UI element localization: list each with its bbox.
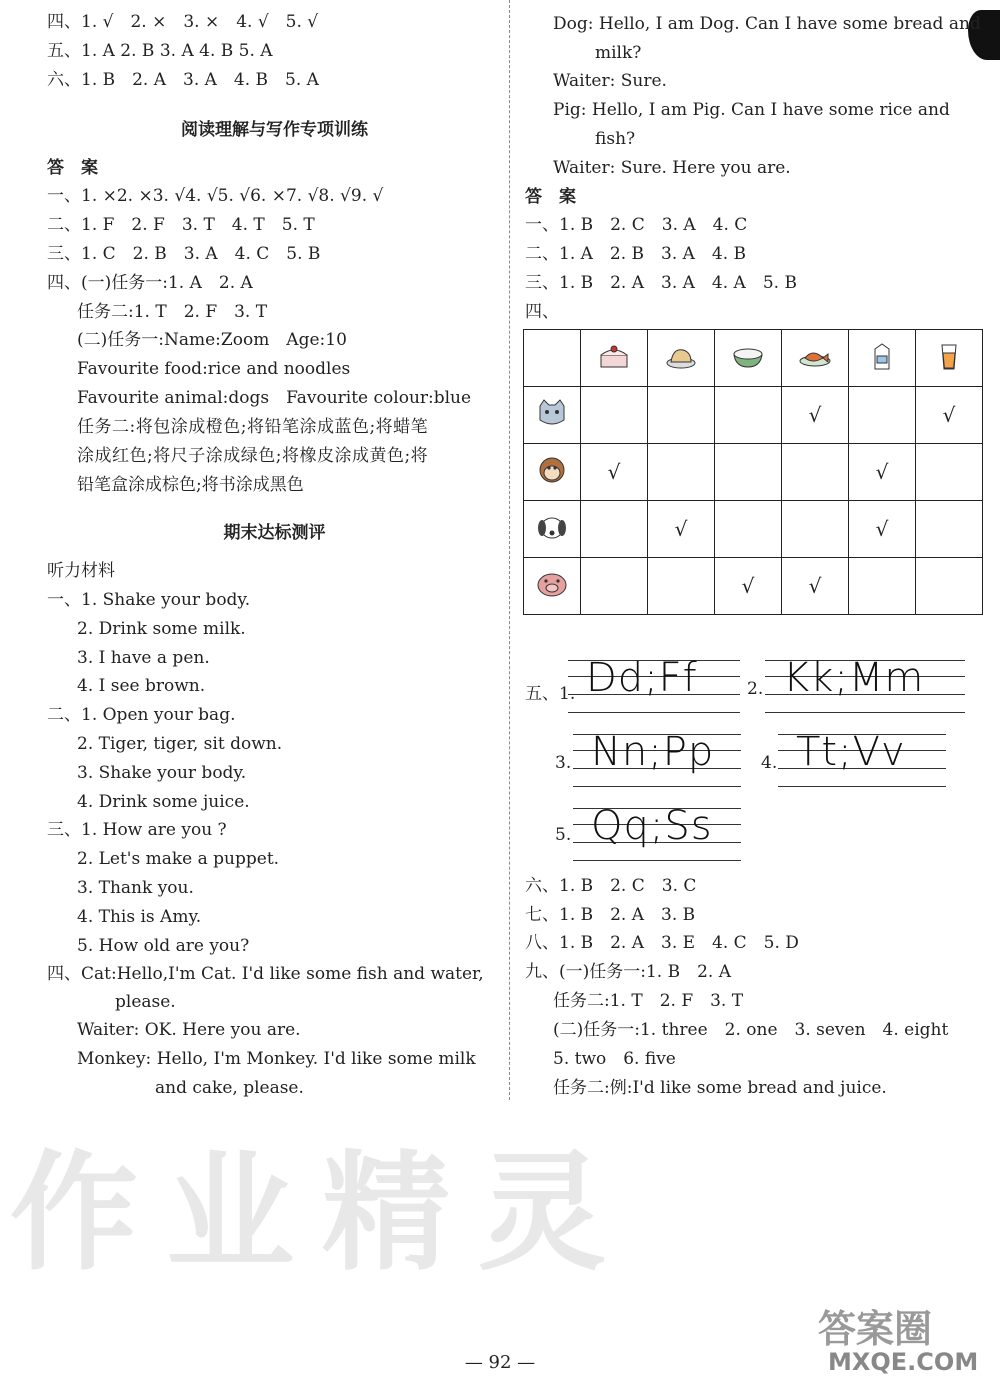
empty-cell xyxy=(648,387,715,444)
answer-line: 五、1. A 2. B 3. A 4. B 5. A xyxy=(47,41,273,61)
table-label: 四、 xyxy=(525,302,559,322)
empty-cell xyxy=(715,387,782,444)
listening-line: 4. I see brown. xyxy=(77,676,206,697)
listening-line: 3. Thank you. xyxy=(77,878,194,898)
empty-cell xyxy=(581,558,648,615)
handwriting-text: Dd;Ff xyxy=(586,655,698,701)
dialog-line: Waiter: Sure. Here you are. xyxy=(553,158,791,178)
answer-line: 四、(一)任务一:1. A 2. A xyxy=(47,273,253,293)
check-mark-cell: √ xyxy=(782,558,849,615)
table-header-row xyxy=(524,330,983,387)
table-row xyxy=(524,444,983,501)
empty-cell xyxy=(916,558,983,615)
writing-lines-5 xyxy=(573,804,741,866)
writing-label: 五、1. xyxy=(525,684,576,704)
empty-cell xyxy=(581,387,648,444)
answers-label: 答 案 xyxy=(525,187,576,207)
table-row xyxy=(524,387,983,444)
column-divider xyxy=(509,0,510,1100)
answer-line: 七、1. B 2. A 3. B xyxy=(525,905,696,925)
dialog-line: Pig: Hello, I am Pig. Can I have some rice and xyxy=(553,100,950,120)
listening-line: 5. How old are you? xyxy=(77,935,250,956)
answer-line: 六、1. B 2. A 3. A 4. B 5. A xyxy=(47,70,319,90)
fish-icon xyxy=(782,330,849,387)
answer-line: 二、1. F 2. F 3. T 4. T 5. T xyxy=(47,215,315,235)
dialog-line: milk? xyxy=(595,43,642,63)
cake-icon xyxy=(581,330,648,387)
dialog-line: Waiter: OK. Here you are. xyxy=(77,1020,301,1040)
empty-cell xyxy=(916,444,983,501)
handwriting-text: Kk;Mm xyxy=(783,655,925,701)
check-mark-cell: √ xyxy=(849,444,916,501)
dialog-line: fish? xyxy=(595,129,636,149)
listening-line: 3. I have a pen. xyxy=(77,647,210,668)
empty-cell xyxy=(648,444,715,501)
juice-icon xyxy=(916,330,983,387)
handwriting-text: Tt;Vv xyxy=(796,729,906,775)
answers-label: 答 案 xyxy=(47,158,98,178)
monkey-icon xyxy=(524,444,581,501)
answer-line: 八、1. B 2. A 3. E 4. C 5. D xyxy=(525,933,799,953)
answer-line: 5. two 6. five xyxy=(553,1049,676,1069)
answer-line: (二)任务一:Name:Zoom Age:10 xyxy=(77,330,347,350)
empty-cell xyxy=(648,558,715,615)
handwriting-text: Nn;Pp xyxy=(591,729,715,775)
bread-icon xyxy=(648,330,715,387)
empty-cell xyxy=(849,558,916,615)
check-mark-cell: √ xyxy=(648,501,715,558)
writing-lines-1 xyxy=(568,656,740,718)
answer-line: 三、1. C 2. B 3. A 4. C 5. B xyxy=(47,244,321,264)
cat-icon xyxy=(524,387,581,444)
answer-line: 四、1. √ 2. × 3. × 4. √ 5. √ xyxy=(47,12,319,32)
watermark-text: 作业精灵 xyxy=(10,1139,635,1288)
answer-line: 任务二:1. T 2. F 3. T xyxy=(77,302,268,322)
writing-lines-3 xyxy=(573,730,741,792)
answer-line: 二、1. A 2. B 3. A 4. B xyxy=(525,244,747,264)
empty-cell xyxy=(916,501,983,558)
milk-icon xyxy=(849,330,916,387)
handwriting-text: Qq;Ss xyxy=(591,803,713,849)
dialog-line: Monkey: Hello, I'm Monkey. I'd like some milk xyxy=(77,1049,476,1069)
answer-line: 九、(一)任务一:1. B 2. A xyxy=(525,962,732,982)
answer-line: 六、1. B 2. C 3. C xyxy=(525,876,697,896)
page-number: — 92 — xyxy=(464,1352,536,1373)
check-mark-cell: √ xyxy=(916,387,983,444)
listening-line: 一、1. Shake your body. xyxy=(47,590,251,610)
table-row xyxy=(524,501,983,558)
dialog-line: and cake, please. xyxy=(155,1078,304,1098)
writing-label: 2. xyxy=(747,679,764,699)
pig-icon xyxy=(524,558,581,615)
answer-line: 任务二:例:I'd like some bread and juice. xyxy=(553,1078,887,1098)
writing-label: 4. xyxy=(761,753,778,773)
empty-cell xyxy=(715,444,782,501)
listening-line: 2. Drink some milk. xyxy=(77,618,246,639)
rice-icon xyxy=(715,330,782,387)
site-logo: 答案圈 xyxy=(818,1307,933,1351)
writing-label: 3. xyxy=(555,753,572,773)
table-corner xyxy=(524,330,581,387)
answer-line: Favourite animal:dogs Favourite colour:blue xyxy=(77,388,472,408)
writing-lines-2 xyxy=(765,656,965,718)
section-title-reading: 阅读理解与写作专项训练 xyxy=(181,120,368,140)
answer-line: 一、1. ×2. ×3. √4. √5. √6. ×7. √8. √9. √ xyxy=(47,186,384,206)
writing-lines-4 xyxy=(778,730,946,792)
dialog-line: Waiter: Sure. xyxy=(553,71,667,91)
answer-line: 一、1. B 2. C 3. A 4. C xyxy=(525,215,748,235)
listening-line: 2. Tiger, tiger, sit down. xyxy=(77,734,283,754)
site-url: MXQE.COM xyxy=(828,1348,979,1376)
empty-cell xyxy=(849,387,916,444)
empty-cell xyxy=(782,501,849,558)
answer-line: (二)任务一:1. three 2. one 3. seven 4. eight xyxy=(553,1020,949,1040)
dialog-line: Dog: Hello, I am Dog. Can I have some bread and xyxy=(553,14,981,34)
table-row xyxy=(524,558,983,615)
check-mark-cell: √ xyxy=(849,501,916,558)
empty-cell xyxy=(782,444,849,501)
empty-cell xyxy=(581,501,648,558)
answer-line: 任务二:1. T 2. F 3. T xyxy=(553,991,744,1011)
answer-line: 任务二:将包涂成橙色;将铅笔涂成蓝色;将蜡笔 xyxy=(77,417,429,437)
dog-icon xyxy=(524,501,581,558)
answer-line: Favourite food:rice and noodles xyxy=(77,359,351,379)
listening-line: 2. Let's make a puppet. xyxy=(77,849,280,870)
dialog-line: please. xyxy=(115,992,176,1012)
section-title-final: 期末达标测评 xyxy=(223,523,326,543)
listening-line: 4. Drink some juice. xyxy=(77,791,250,812)
check-mark-cell: √ xyxy=(782,387,849,444)
listening-line: 三、1. How are you ? xyxy=(47,820,227,841)
answer-line: 铅笔盒涂成棕色;将书涂成黑色 xyxy=(77,475,304,495)
listening-line: 4. This is Amy. xyxy=(77,906,202,927)
check-mark-cell: √ xyxy=(581,444,648,501)
writing-label: 5. xyxy=(555,825,572,845)
listening-line: 3. Shake your body. xyxy=(77,762,247,783)
listening-line: 二、1. Open your bag. xyxy=(47,705,236,726)
answer-line: 涂成红色;将尺子涂成绿色;将橡皮涂成黄色;将 xyxy=(77,446,429,466)
listening-line: 四、Cat:Hello,I'm Cat. I'd like some fish and water, xyxy=(47,964,484,985)
food-check-table xyxy=(523,329,983,615)
check-mark-cell: √ xyxy=(715,558,782,615)
listening-label: 听力材料 xyxy=(47,561,115,581)
answer-line: 三、1. B 2. A 3. A 4. A 5. B xyxy=(525,273,797,293)
empty-cell xyxy=(715,501,782,558)
